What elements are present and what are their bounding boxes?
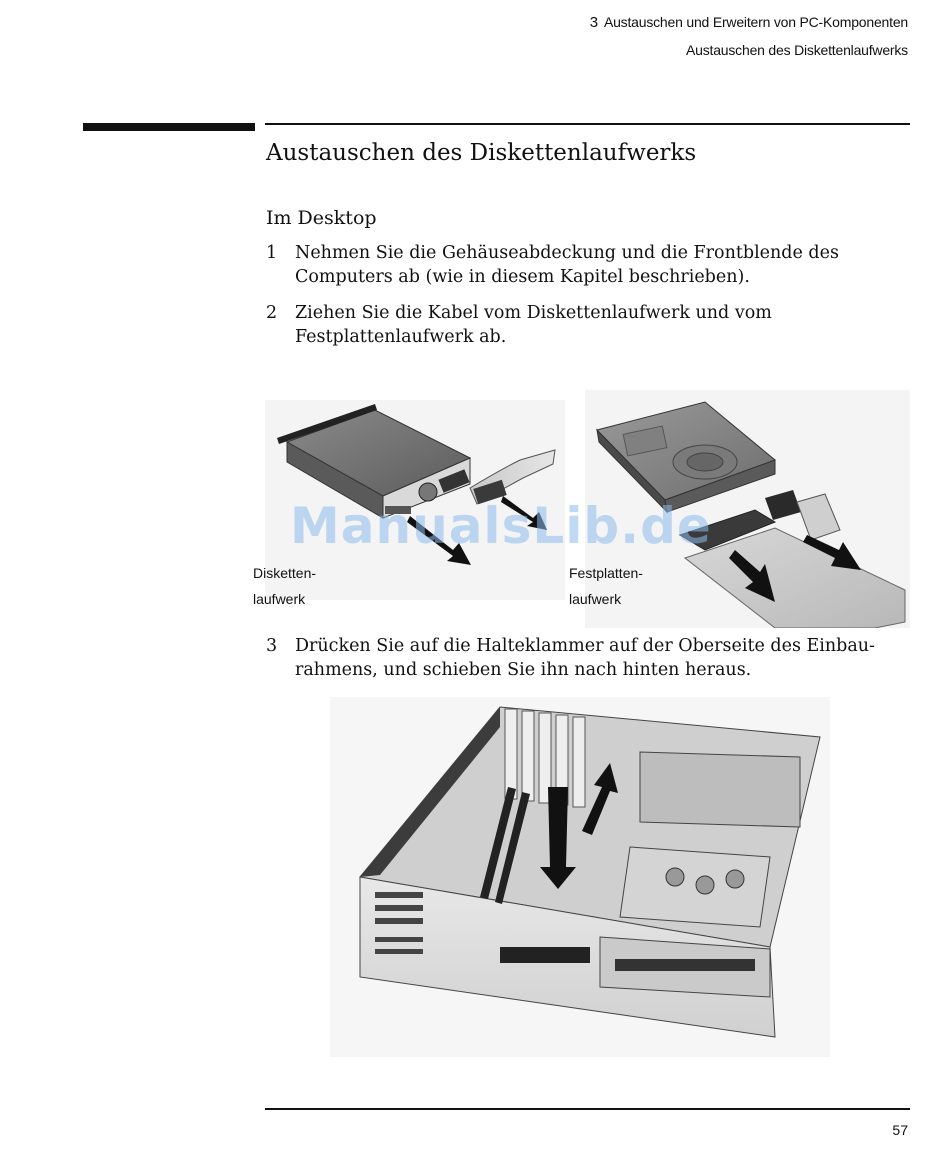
step-text-line: Nehmen Sie die Gehäuseabdeckung und die Frontblende des [295,243,839,263]
caption-line: laufwerk [253,591,306,607]
running-header-section: Austauschen des Diskettenlaufwerks [686,42,908,58]
title-rule [265,123,910,125]
step-text-line: Computers ab (wie in diesem Kapitel beschrieben). [295,267,750,287]
step-text-line: rahmens, und schieben Sie ihn nach hinten heraus. [295,660,752,680]
chassis-illustration [330,697,830,1057]
caption-line: Disketten- [253,565,317,581]
step-text-line: Drücken Sie auf die Halteklammer auf der Oberseite des Einbau- [295,636,875,656]
caption-line: laufwerk [569,591,622,607]
hard-drive-caption [569,560,643,612]
step-number: 2 [266,303,278,323]
section-marker-bar [83,123,255,131]
running-header-chapter [590,14,908,31]
step-2 [266,301,895,349]
page-title: Austauschen des Diskettenlaufwerks [266,140,697,166]
step-3 [266,634,895,682]
chapter-title: Austauschen und Erweitern von PC-Komponenten [603,14,908,30]
step-number: 1 [266,243,278,263]
footer-rule [265,1108,910,1110]
chapter-number: 3 [589,14,598,31]
step-text-line: Festplattenlaufwerk ab. [295,327,507,347]
page-number: 57 [892,1122,908,1138]
floppy-drive-caption [253,560,316,612]
step-text-line: Ziehen Sie die Kabel vom Diskettenlaufwerk und vom [295,303,772,323]
watermark: ManualsLib.de [290,497,712,555]
step-text [295,241,895,289]
step-text [295,301,895,349]
step-1 [266,241,895,289]
subsection-title: Im Desktop [266,207,377,229]
step-text [295,634,895,682]
caption-line: Festplatten- [569,565,643,581]
step-number: 3 [266,636,278,656]
